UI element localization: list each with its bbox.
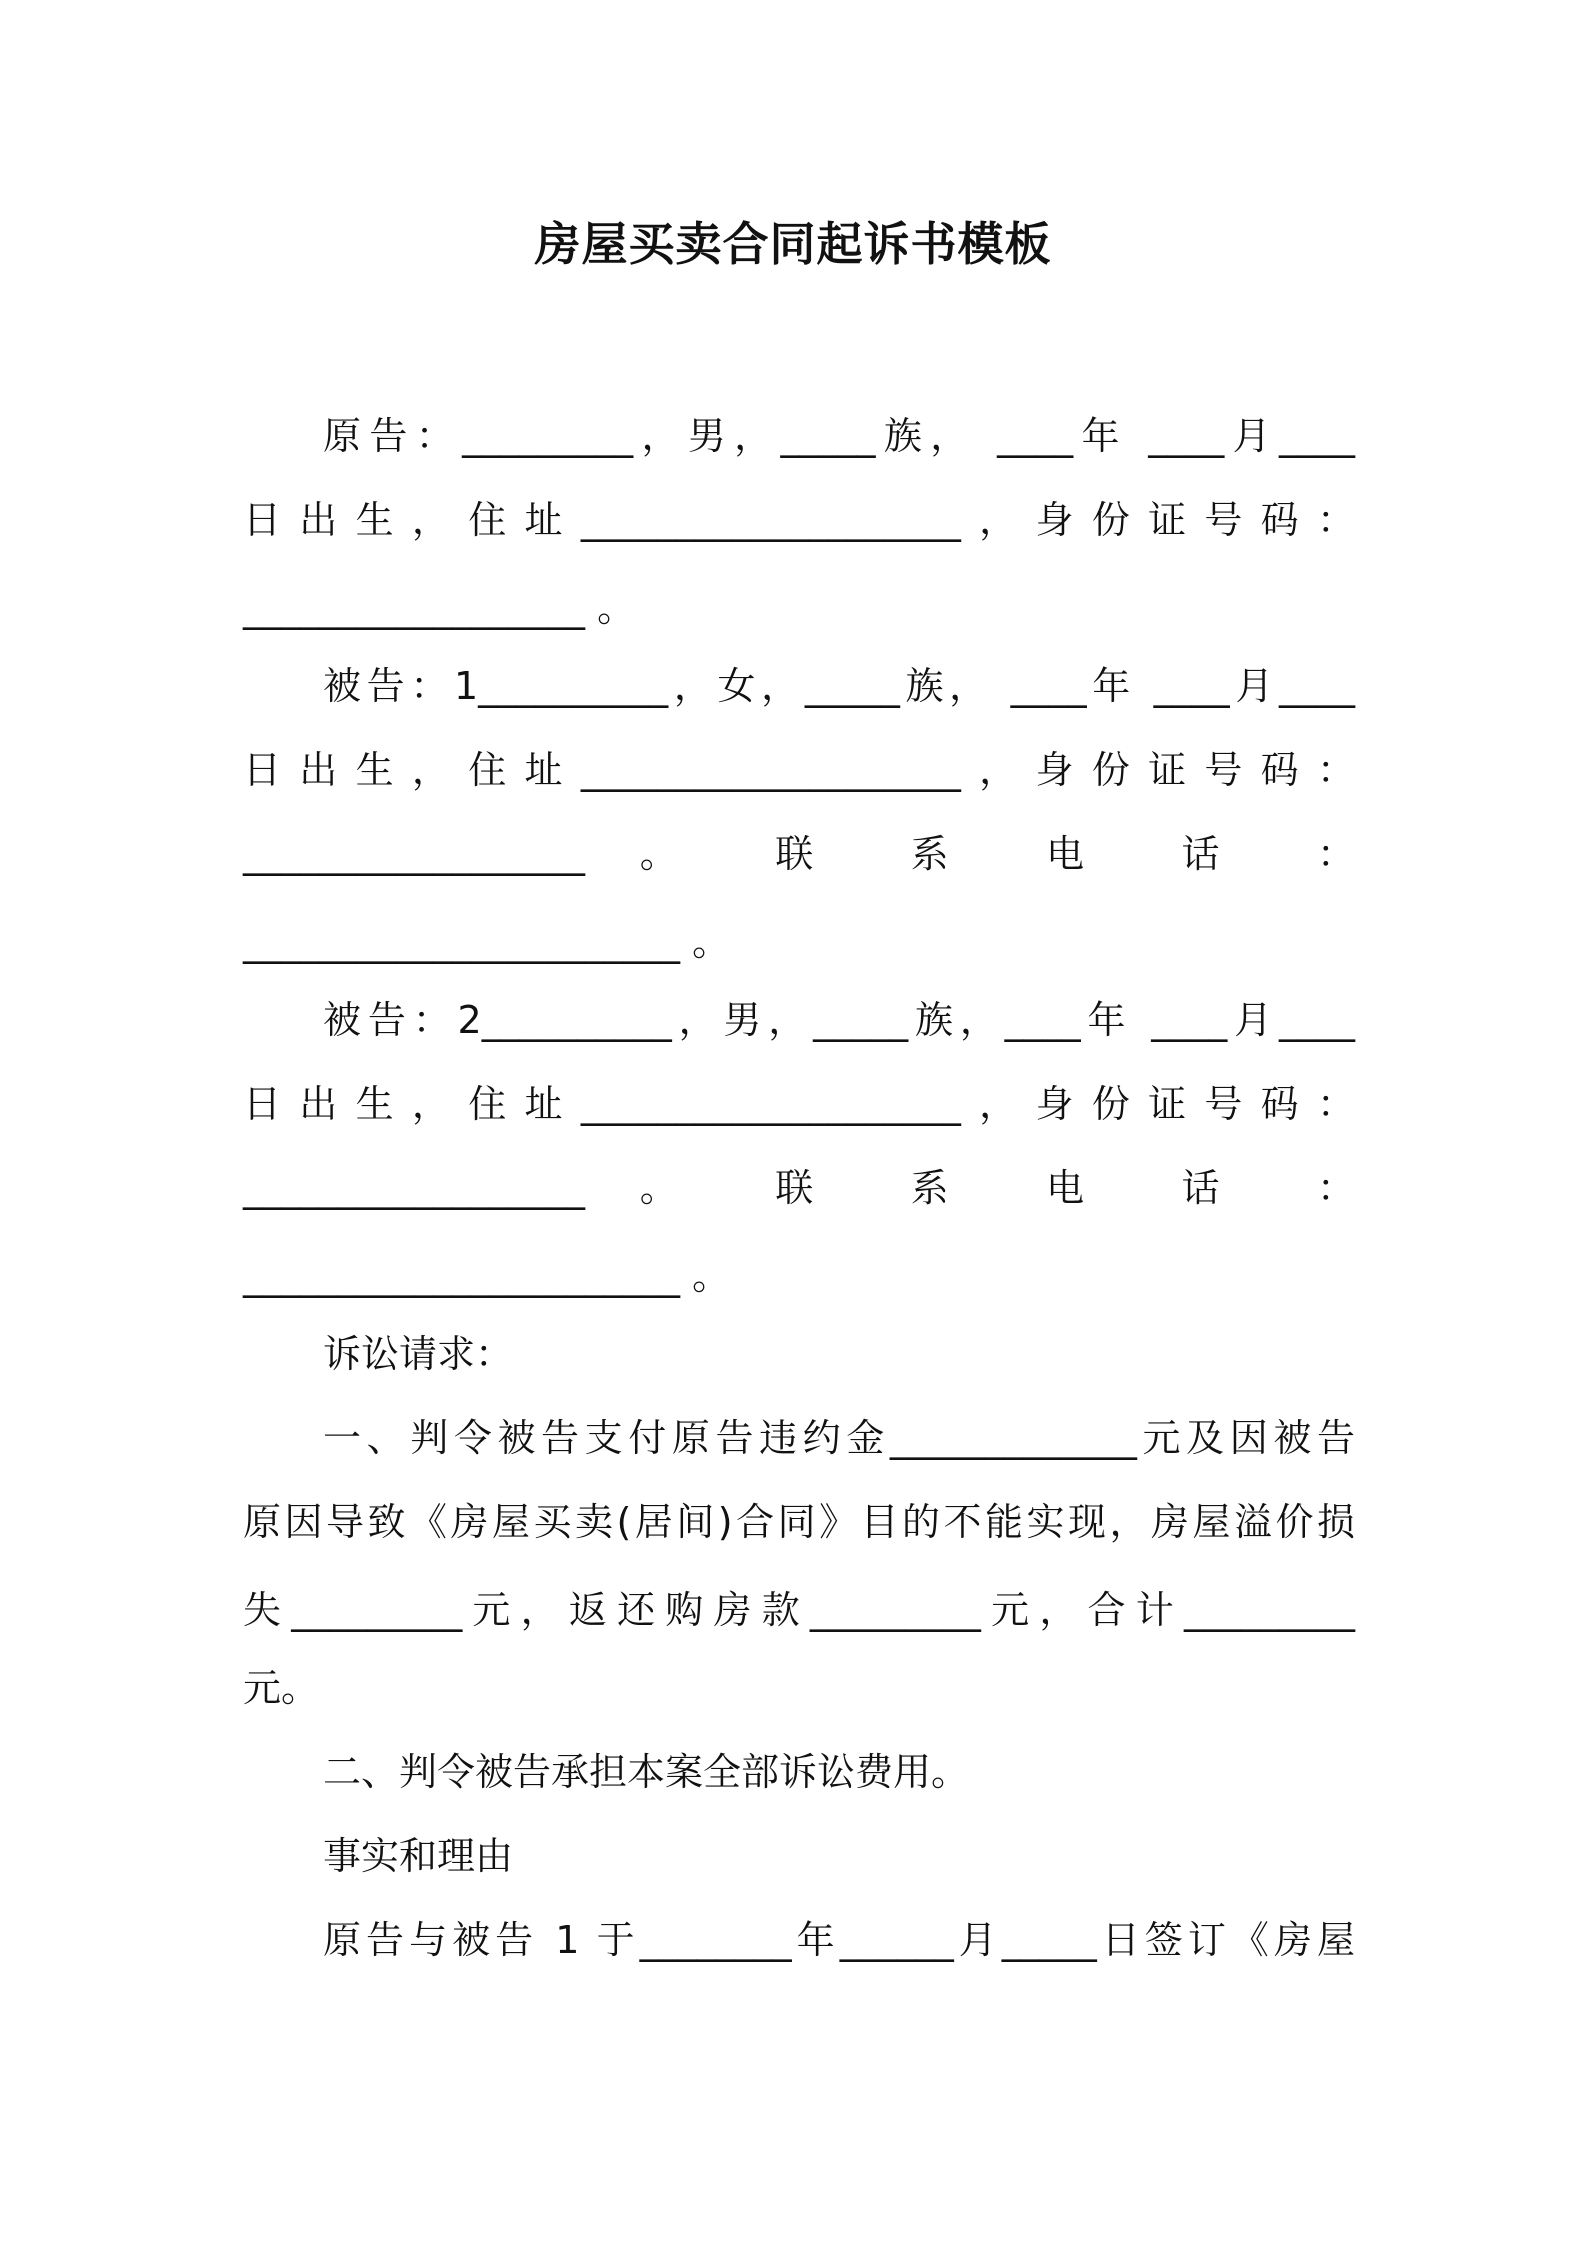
plaintiff-line-3: __________________ 。: [243, 586, 636, 630]
facts-heading: 事实和理由: [323, 1834, 514, 1878]
defendant2-line-4: _______________________ 。: [243, 1254, 731, 1298]
document-title: 房屋买卖合同起诉书模板: [534, 217, 1052, 271]
facts-line-1: 原告与被告 1 于________年______月_____日签订《房屋: [323, 1918, 1355, 1962]
plaintiff-line-2: 日出生，住址____________________，身份证号码：: [243, 498, 1355, 542]
claim-2: 二、判令被告承担本案全部诉讼费用。: [323, 1750, 970, 1794]
claim-1-line-4: 元。: [243, 1666, 320, 1710]
claim-1-line-3: 失_________元，返还购房款_________元，合计_________: [243, 1588, 1355, 1632]
claim-1-line-2: 原因导致《房屋买卖(居间)合同》目的不能实现，房屋溢价损: [243, 1500, 1355, 1544]
defendant2-line-1: 被告：2__________，男，_____族，____年 ____月____: [323, 998, 1355, 1042]
claims-heading: 诉讼请求：: [323, 1332, 514, 1376]
defendant1-line-4: _______________________ 。: [243, 920, 731, 964]
claim-1-line-1: 一、判令被告支付原告违约金_____________元及因被告: [323, 1416, 1355, 1460]
defendant2-line-3: __________________ 。 联 系 电 话 ：: [243, 1166, 1355, 1210]
defendant2-line-2: 日出生，住址____________________，身份证号码：: [243, 1082, 1355, 1126]
defendant1-line-1: 被告：1__________，女，_____族， ____年 ____月____: [323, 664, 1355, 708]
defendant1-line-3: __________________ 。 联 系 电 话 ：: [243, 832, 1355, 876]
plaintiff-line-1: 原告：_________，男，_____族， ____年 ____月____: [323, 414, 1355, 458]
defendant1-line-2: 日出生，住址____________________，身份证号码：: [243, 748, 1355, 792]
